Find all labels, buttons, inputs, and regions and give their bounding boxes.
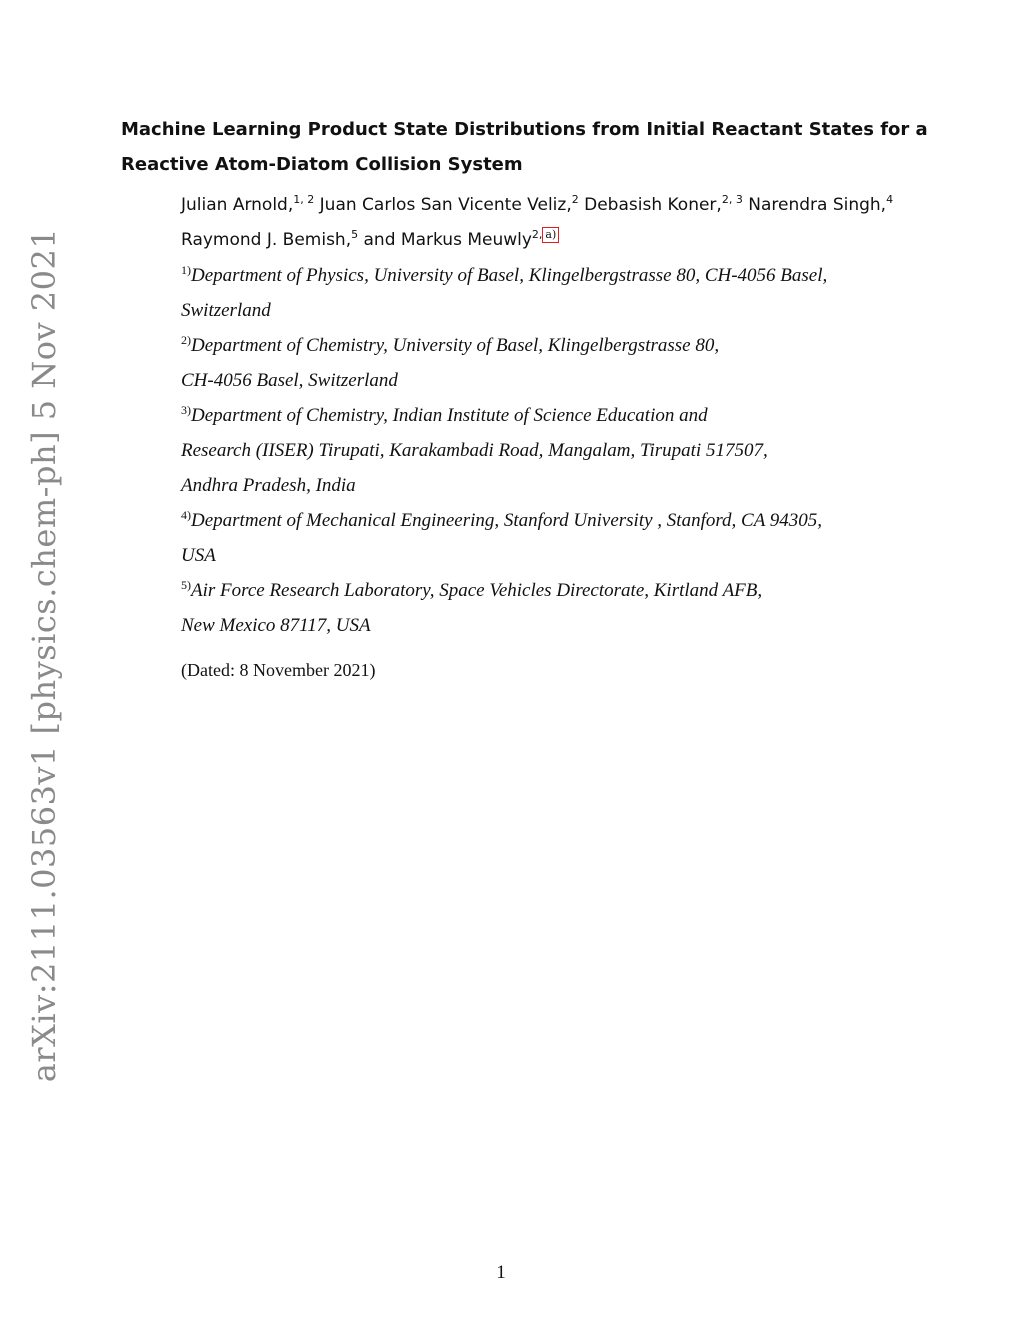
author-name: Narendra Singh, <box>748 195 887 215</box>
author-affiliation-ref: 4 <box>886 193 894 206</box>
affiliation-text: Department of Chemistry, Indian Institute of Science Education and <box>191 405 708 426</box>
affiliation-text: Air Force Research Laboratory, Space Vehicles Directorate, Kirtland AFB, <box>191 580 763 601</box>
affiliation-text: Department of Physics, University of Basel, Klingelbergstrasse 80, CH-4056 Basel, <box>191 265 828 286</box>
author-affiliation-ref <box>532 228 559 241</box>
affiliation-marker: 1) <box>181 263 191 277</box>
affiliation-1-line-1 <box>181 258 921 293</box>
author-list <box>181 188 921 258</box>
affiliation-text: Department of Chemistry, University of Basel, Klingelbergstrasse 80, <box>191 335 720 356</box>
affiliation-5-line-1 <box>181 573 921 608</box>
author-name: Juan Carlos San Vicente Veliz, <box>319 195 572 215</box>
title-line-1: Machine Learning Product State Distributions from Initial Reactant States for a <box>121 119 928 140</box>
title-line-2: Reactive Atom-Diatom Collision System <box>121 154 523 175</box>
author-name: Raymond J. Bemish, <box>181 230 352 250</box>
affiliation-3-line-3: Andhra Pradesh, India <box>181 475 356 496</box>
affiliation-marker: 4) <box>181 508 191 522</box>
footnote-link[interactable]: a) <box>542 227 559 243</box>
author-affiliation-ref-text: 2, <box>531 228 543 241</box>
affiliation-2-line-2: CH-4056 Basel, Switzerland <box>181 370 398 391</box>
affiliation-2-line-1 <box>181 328 921 363</box>
affiliation-text: Department of Mechanical Engineering, Stanford University , Stanford, CA 94305, <box>191 510 822 531</box>
affiliation-list <box>181 258 921 643</box>
affiliation-1-line-2: Switzerland <box>181 300 271 321</box>
author-affiliation-ref: 1, 2 <box>293 193 315 206</box>
arxiv-identifier-stamp: arXiv:2111.03563v1 [physics.chem-ph] 5 Nov 2021 <box>25 227 63 1083</box>
affiliation-3-line-2: Research (IISER) Tirupati, Karakambadi Road, Mangalam, Tirupati 517507, <box>181 440 768 461</box>
author-affiliation-ref: 2 <box>571 193 579 206</box>
page-number: 1 <box>496 1262 506 1283</box>
date-line: (Dated: 8 November 2021) <box>181 660 376 680</box>
affiliation-4-line-2: USA <box>181 545 216 566</box>
author-line-1 <box>181 188 921 223</box>
affiliation-marker: 3) <box>181 403 191 417</box>
author-name: Debasish Koner, <box>584 195 722 215</box>
author-name: Julian Arnold, <box>181 195 294 215</box>
affiliation-5-line-2: New Mexico 87117, USA <box>181 615 371 636</box>
paper-title <box>121 112 928 182</box>
author-affiliation-ref: 2, 3 <box>721 193 743 206</box>
affiliation-3-line-1 <box>181 398 921 433</box>
affiliation-4-line-1 <box>181 503 921 538</box>
author-name: and Markus Meuwly <box>363 230 532 250</box>
affiliation-marker: 2) <box>181 333 191 347</box>
author-line-2 <box>181 223 921 258</box>
author-affiliation-ref: 5 <box>351 228 359 241</box>
affiliation-marker: 5) <box>181 578 191 592</box>
